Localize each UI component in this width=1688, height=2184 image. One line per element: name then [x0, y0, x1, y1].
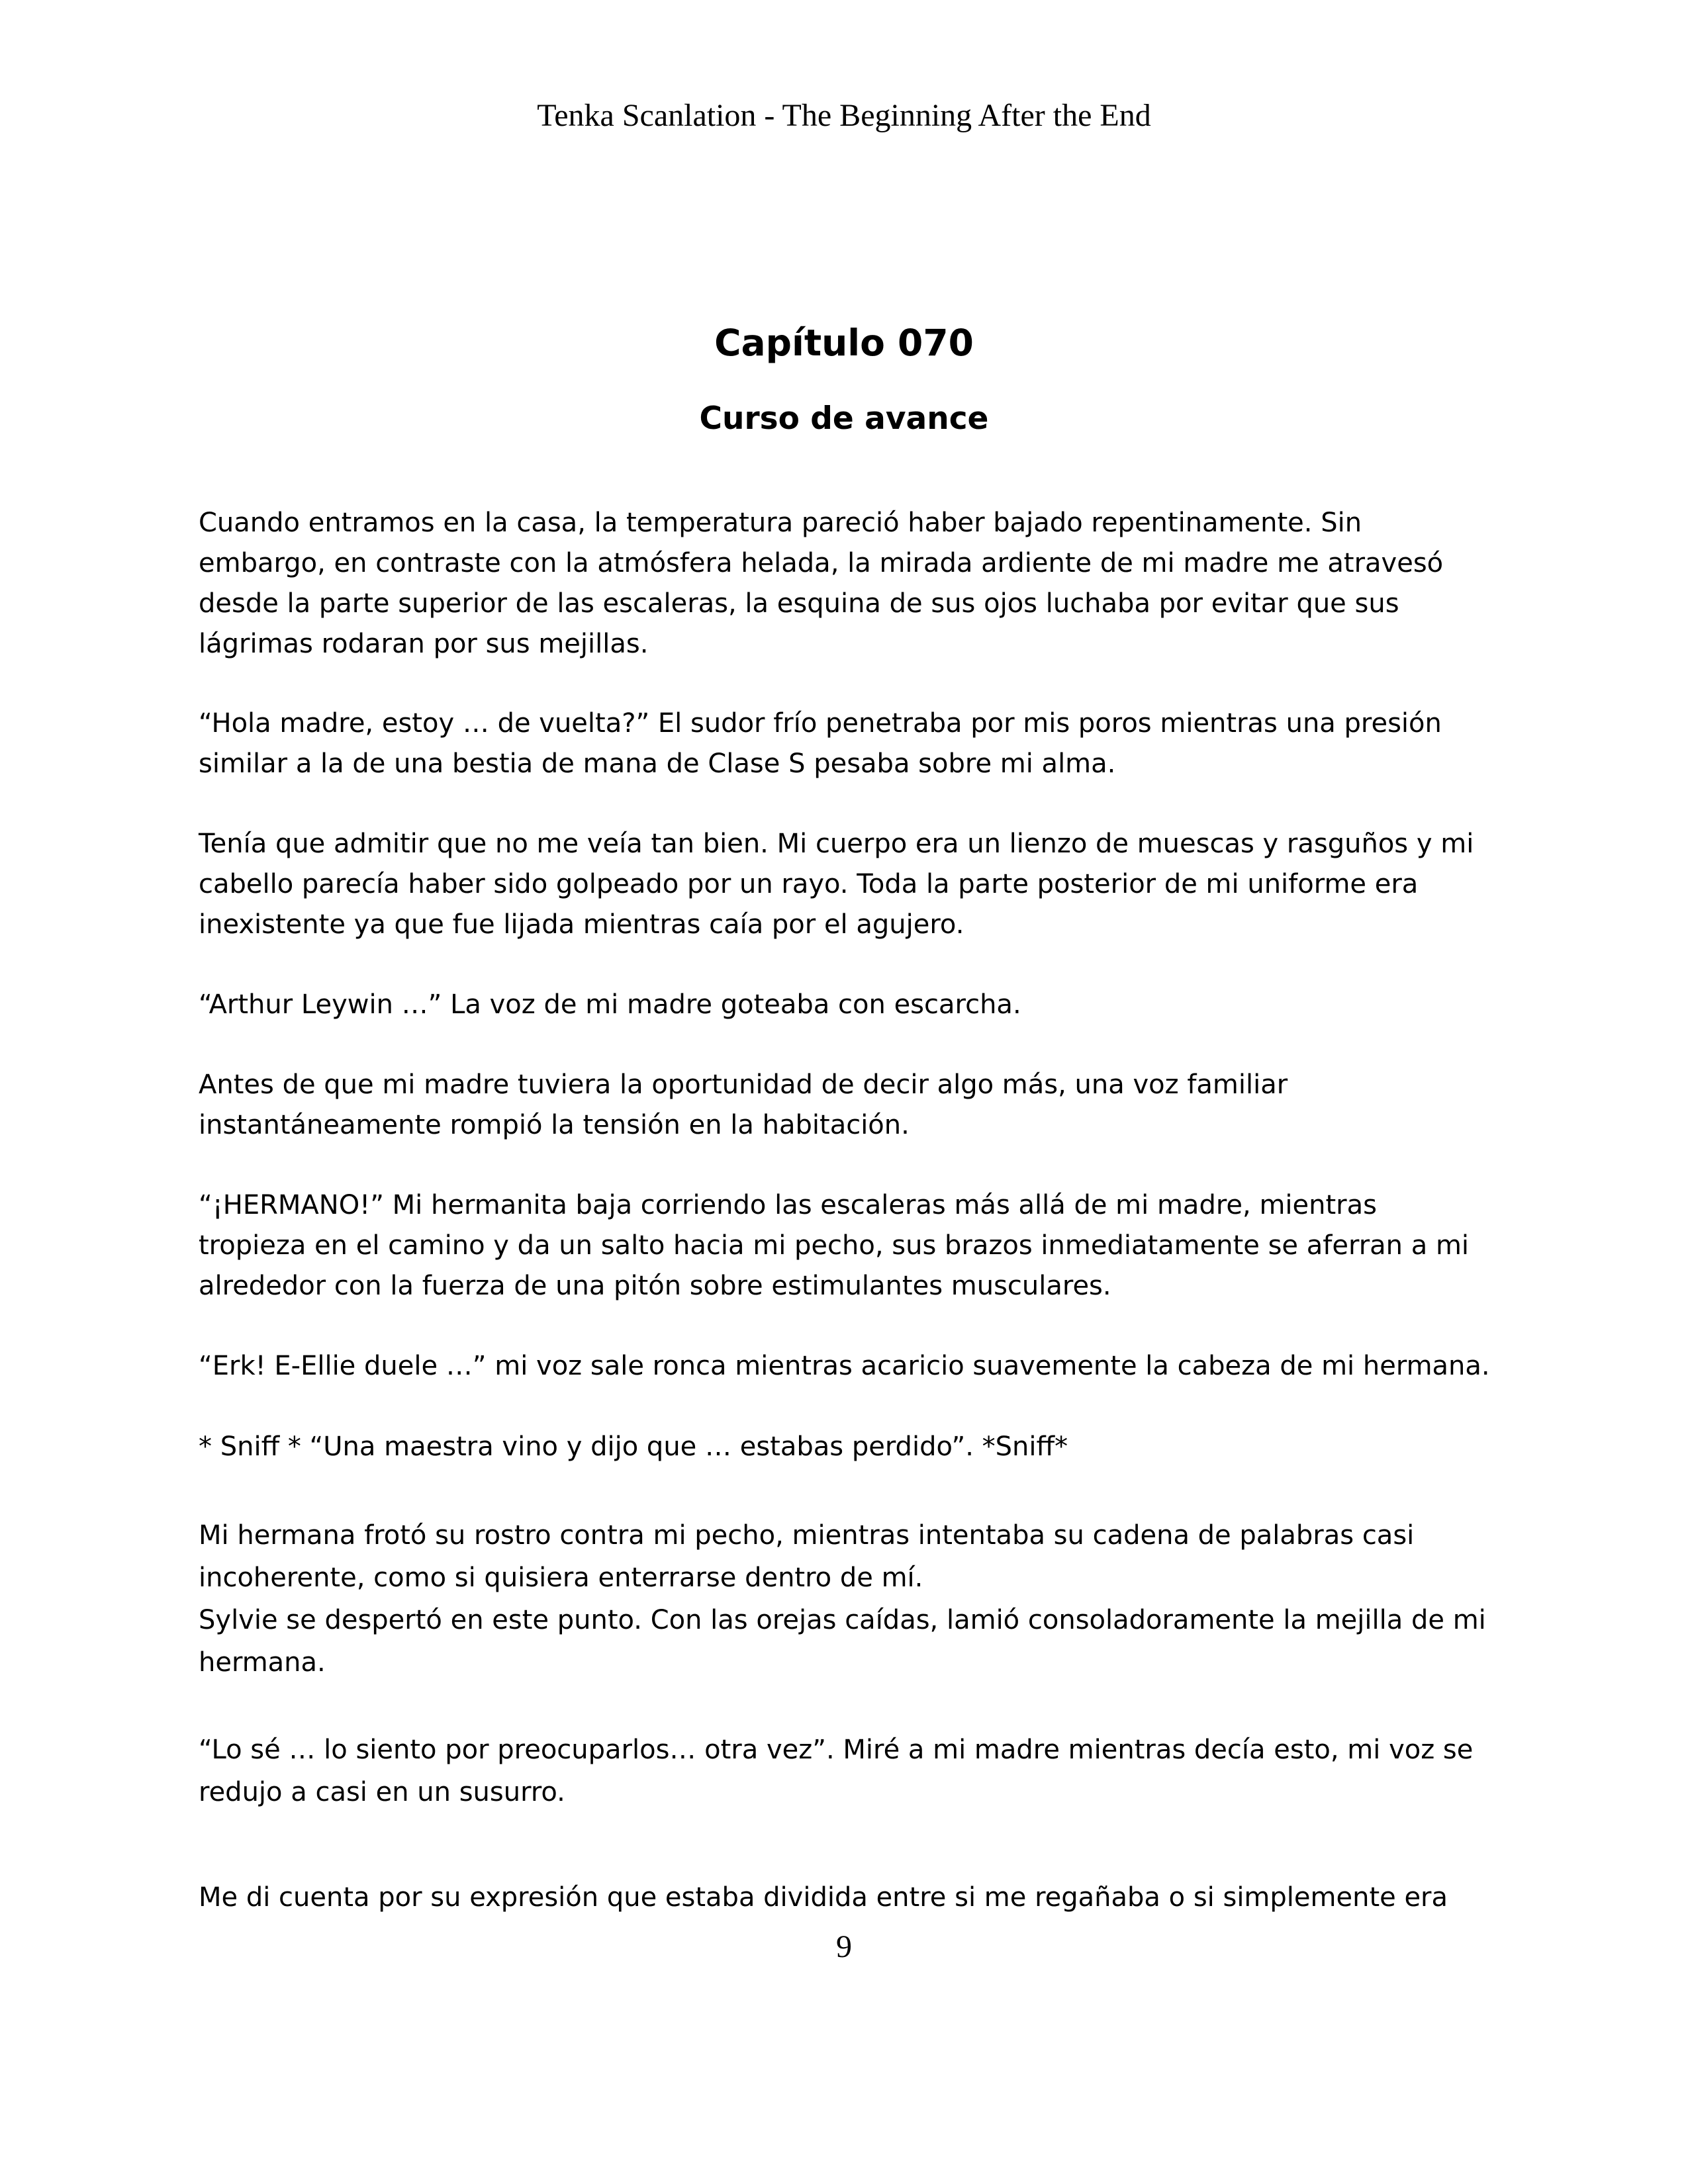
- text-line: “Arthur Leywin …” La voz de mi madre goteaba con escarcha.: [199, 989, 1021, 1020]
- text-line: embargo, en contraste con la atmósfera helada, la mirada ardiente de mi madre me atravesó: [199, 548, 1444, 578]
- paragraph-6: [199, 1185, 1496, 1306]
- paragraph-4: [199, 985, 1496, 1025]
- chapter-title: Capítulo 070: [714, 322, 974, 364]
- page-number: 9: [836, 1929, 852, 1964]
- running-header: Tenka Scanlation - The Beginning After the End: [537, 98, 1151, 133]
- text-line: Cuando entramos en la casa, la temperatura pareció haber bajado repentinamente. Sin: [199, 508, 1362, 538]
- text-line: Me di cuenta por su expresión que estaba dividida entre si me regañaba o si simplemente era: [199, 1882, 1448, 1913]
- paragraph-2: [199, 704, 1496, 784]
- text-line: incoherente, como si quisiera enterrarse dentro de mí.: [199, 1563, 923, 1593]
- text-line: “¡HERMANO!” Mi hermanita baja corriendo las escaleras más allá de mi madre, mientras: [199, 1190, 1377, 1220]
- text-line: alrededor con la fuerza de una pitón sobre estimulantes musculares.: [199, 1271, 1111, 1301]
- text-line: desde la parte superior de las escaleras, la esquina de sus ojos luchaba por evitar que sus: [199, 588, 1399, 619]
- text-line: lágrimas rodaran por sus mejillas.: [199, 629, 649, 659]
- text-line: inexistente ya que fue lijada mientras caía por el agujero.: [199, 909, 964, 940]
- text-line: Antes de que mi madre tuviera la oportunidad de decir algo más, una voz familiar: [199, 1069, 1288, 1100]
- paragraph-1: [199, 503, 1496, 664]
- paragraph-11: [199, 1878, 1496, 1918]
- text-line: Sylvie se despertó en este punto. Con las orejas caídas, lamió consoladoramente la mejilla de mi: [199, 1605, 1486, 1635]
- paragraph-8: [199, 1427, 1496, 1467]
- paragraph-7: [199, 1346, 1496, 1387]
- text-line: similar a la de una bestia de mana de Clase S pesaba sobre mi alma.: [199, 749, 1116, 779]
- paragraph-3: [199, 824, 1496, 945]
- paragraph-10: [199, 1729, 1496, 1813]
- chapter-subtitle: Curso de avance: [699, 400, 989, 437]
- text-line: Tenía que admitir que no me veía tan bien. Mi cuerpo era un lienzo de muescas y rasguños y mi: [199, 829, 1474, 859]
- paragraph-5: [199, 1065, 1496, 1146]
- text-line: instantáneamente rompió la tensión en la habitación.: [199, 1110, 910, 1140]
- text-line: hermana.: [199, 1647, 326, 1678]
- text-line: * Sniff * “Una maestra vino y dijo que … estabas perdido”. *Sniff*: [199, 1432, 1068, 1462]
- text-line: redujo a casi en un susurro.: [199, 1777, 565, 1807]
- paragraph-9: [199, 1514, 1496, 1684]
- text-line: “Hola madre, estoy … de vuelta?” El sudor frío penetraba por mis poros mientras una presión: [199, 708, 1442, 739]
- text-line: “Lo sé … lo siento por preocuparlos… otra vez”. Miré a mi madre mientras decía esto, mi voz se: [199, 1735, 1474, 1765]
- text-line: “Erk! E-Ellie duele …” mi voz sale ronca mientras acaricio suavemente la cabeza de mi hermana.: [199, 1351, 1490, 1381]
- text-line: cabello parecía haber sido golpeado por un rayo. Toda la parte posterior de mi uniforme era: [199, 869, 1419, 899]
- text-line: tropieza en el camino y da un salto hacia mi pecho, sus brazos inmediatamente se aferran a mi: [199, 1230, 1470, 1261]
- text-line: Mi hermana frotó su rostro contra mi pecho, mientras intentaba su cadena de palabras casi: [199, 1520, 1415, 1551]
